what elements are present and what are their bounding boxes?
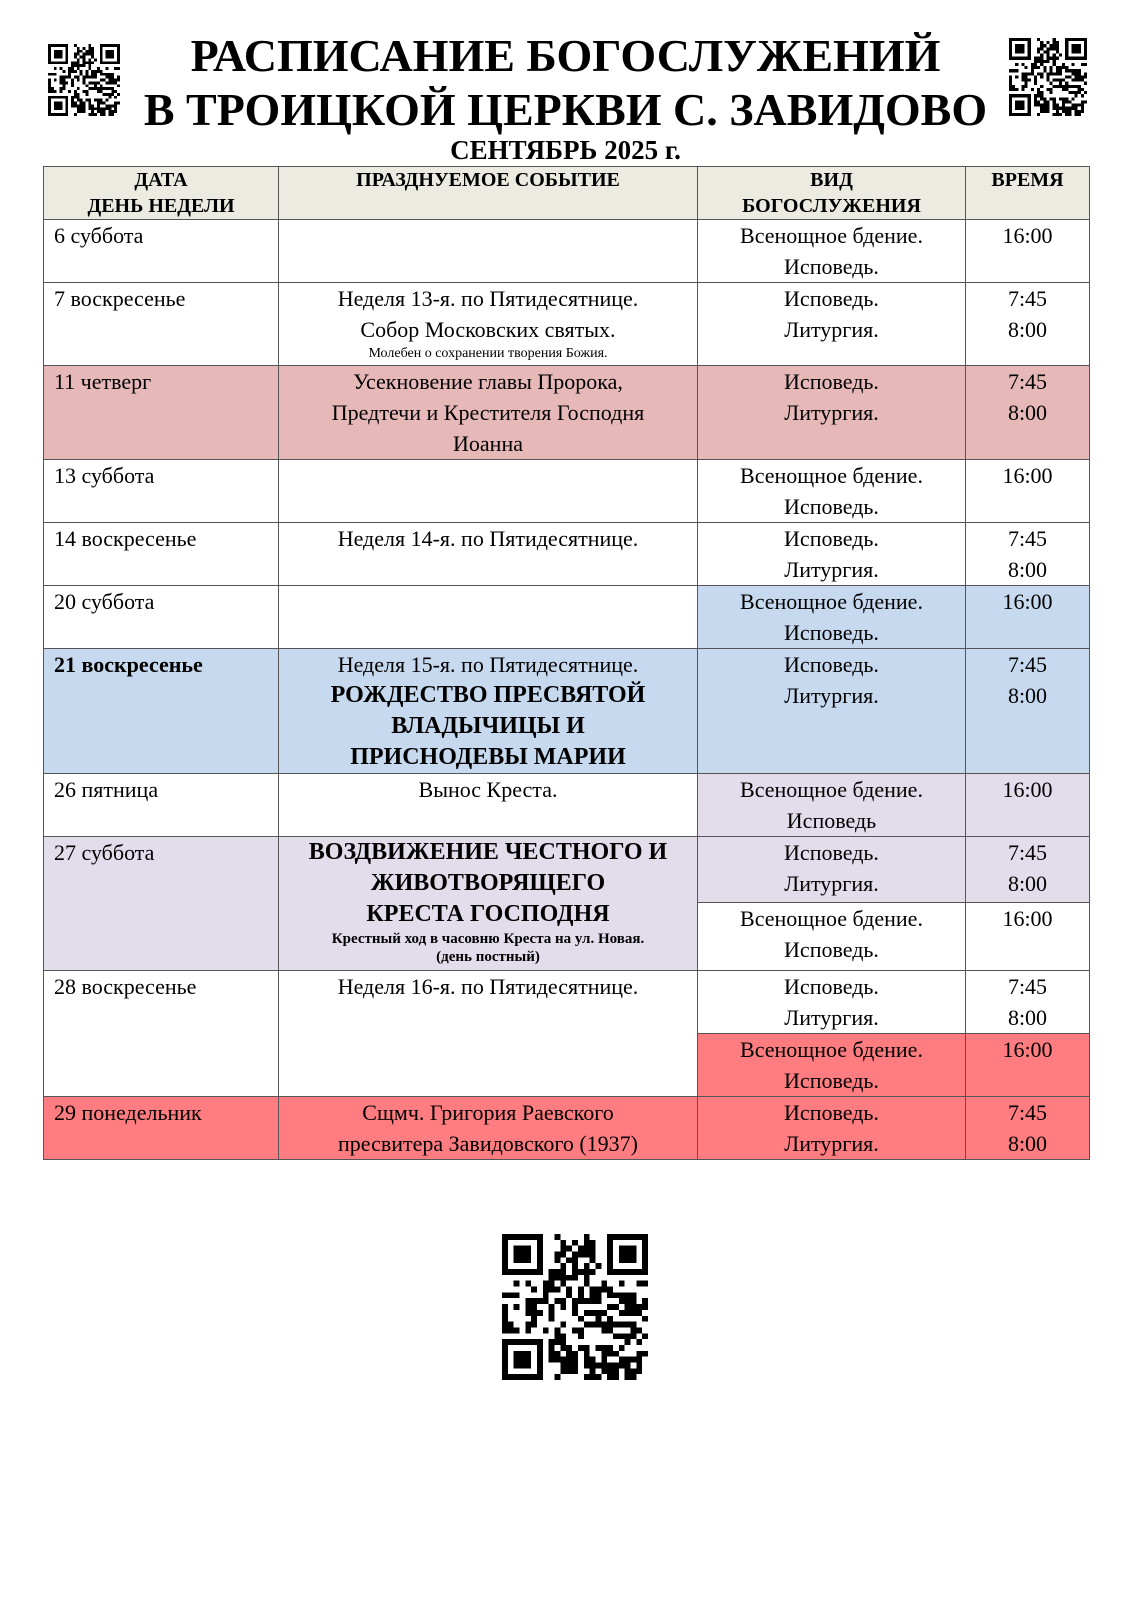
event-note: Молебен о сохранении творения Божия. [368, 346, 608, 361]
event-cell [279, 837, 698, 971]
date-cell: 27 суббота [44, 837, 279, 971]
time-cell: 7:45 8:00 [966, 837, 1090, 903]
service-cell: Всенощное бдение. Исповедь. [698, 460, 966, 523]
table-row [44, 774, 1090, 837]
date-cell: 6 суббота [44, 220, 279, 283]
event-cell: Неделя 14-я. по Пятидесятнице. [279, 523, 698, 586]
table-row [44, 460, 1090, 523]
date-cell: 29 понедельник [44, 1097, 279, 1160]
table-row [44, 649, 1090, 774]
month-subtitle: СЕНТЯБРЬ 2025 г. [450, 135, 681, 165]
service-cell: Исповедь. Литургия. [698, 837, 966, 903]
service-cell: Исповедь. Литургия. [698, 1097, 966, 1160]
service-cell: Исповедь. Литургия. [698, 523, 966, 586]
event-cell: Вынос Креста. [279, 774, 698, 837]
table-row [44, 1097, 1090, 1160]
table-row [44, 366, 1090, 460]
date-cell: 14 воскресенье [44, 523, 279, 586]
table-row [44, 586, 1090, 649]
date-cell: 7 воскресенье [44, 283, 279, 366]
header-date: ДАТА ДЕНЬ НЕДЕЛИ [44, 167, 279, 220]
event-note: Крестный ход в часовню Креста на ул. Новая. (день постный) [331, 931, 645, 965]
table-row [44, 971, 1090, 1034]
time-cell: 7:45 8:00 [966, 649, 1090, 774]
service-cell: Исповедь. Литургия. [698, 971, 966, 1034]
qr-code-icon [502, 1234, 648, 1380]
event-cell: Усекновение главы Пророка, Предтечи и Крестителя Господня Иоанна [279, 366, 698, 460]
service-cell: Исповедь. Литургия. [698, 366, 966, 460]
table-row [44, 523, 1090, 586]
date-cell: 11 четверг [44, 366, 279, 460]
service-cell: Всенощное бдение. Исповедь. [698, 220, 966, 283]
event-cell: Неделя 15-я. по Пятидесятнице. РОЖДЕСТВО ПРЕСВЯТОЙ ВЛАДЫЧИЦЫ И ПРИСНОДЕВЫ МАРИИ [279, 649, 698, 774]
header-event: ПРАЗДНУЕМОЕ СОБЫТИЕ [279, 167, 698, 220]
time-cell: 16:00 [966, 903, 1090, 971]
event-cell: Неделя 13-я. по Пятидесятнице. Собор Московских святых. Молебен о сохранении творения Божия. [279, 283, 698, 366]
feast-title: ВОЗДВИЖЕНИЕ ЧЕСТНОГО И ЖИВОТВОРЯЩЕГО КРЕСТА ГОСПОДНЯ [308, 839, 668, 927]
date-cell: 21 воскресенье [44, 649, 279, 774]
table-header-row [44, 167, 1090, 220]
feast-title: РОЖДЕСТВО ПРЕСВЯТОЙ ВЛАДЫЧИЦЫ И ПРИСНОДЕВЫ МАРИИ [330, 682, 646, 770]
time-cell: 7:45 8:00 [966, 523, 1090, 586]
event-cell: Сщмч. Григория Раевского пресвитера Завидовского (1937) [279, 1097, 698, 1160]
time-cell: 7:45 8:00 [966, 1097, 1090, 1160]
date-cell: 13 суббота [44, 460, 279, 523]
time-cell: 16:00 [966, 220, 1090, 283]
time-cell: 7:45 8:00 [966, 366, 1090, 460]
schedule-table [43, 166, 1090, 1160]
date-cell: 26 пятница [44, 774, 279, 837]
event-cell [279, 220, 698, 283]
service-cell: Всенощное бдение. Исповедь. [698, 586, 966, 649]
event-cell [279, 460, 698, 523]
event-cell: Неделя 16-я. по Пятидесятнице. [279, 971, 698, 1097]
table-row [44, 220, 1090, 283]
header-service: ВИД БОГОСЛУЖЕНИЯ [698, 167, 966, 220]
time-cell: 16:00 [966, 1034, 1090, 1097]
time-cell: 16:00 [966, 774, 1090, 837]
header-time: ВРЕМЯ [966, 167, 1090, 220]
page-title-line-1: РАСПИСАНИЕ БОГОСЛУЖЕНИЙ [190, 30, 941, 81]
date-cell: 20 суббота [44, 586, 279, 649]
service-cell: Всенощное бдение. Исповедь. [698, 1034, 966, 1097]
time-cell: 7:45 8:00 [966, 971, 1090, 1034]
page-title-line-2: В ТРОИЦКОЙ ЦЕРКВИ С. ЗАВИДОВО [143, 84, 988, 135]
time-cell: 7:45 8:00 [966, 283, 1090, 366]
event-cell [279, 586, 698, 649]
service-cell: Исповедь. Литургия. [698, 649, 966, 774]
time-cell: 16:00 [966, 586, 1090, 649]
table-row [44, 283, 1090, 366]
time-cell: 16:00 [966, 460, 1090, 523]
date-cell: 28 воскресенье [44, 971, 279, 1097]
table-row [44, 837, 1090, 903]
service-cell: Всенощное бдение. Исповедь [698, 774, 966, 837]
service-cell: Всенощное бдение. Исповедь. [698, 903, 966, 971]
service-cell: Исповедь. Литургия. [698, 283, 966, 366]
